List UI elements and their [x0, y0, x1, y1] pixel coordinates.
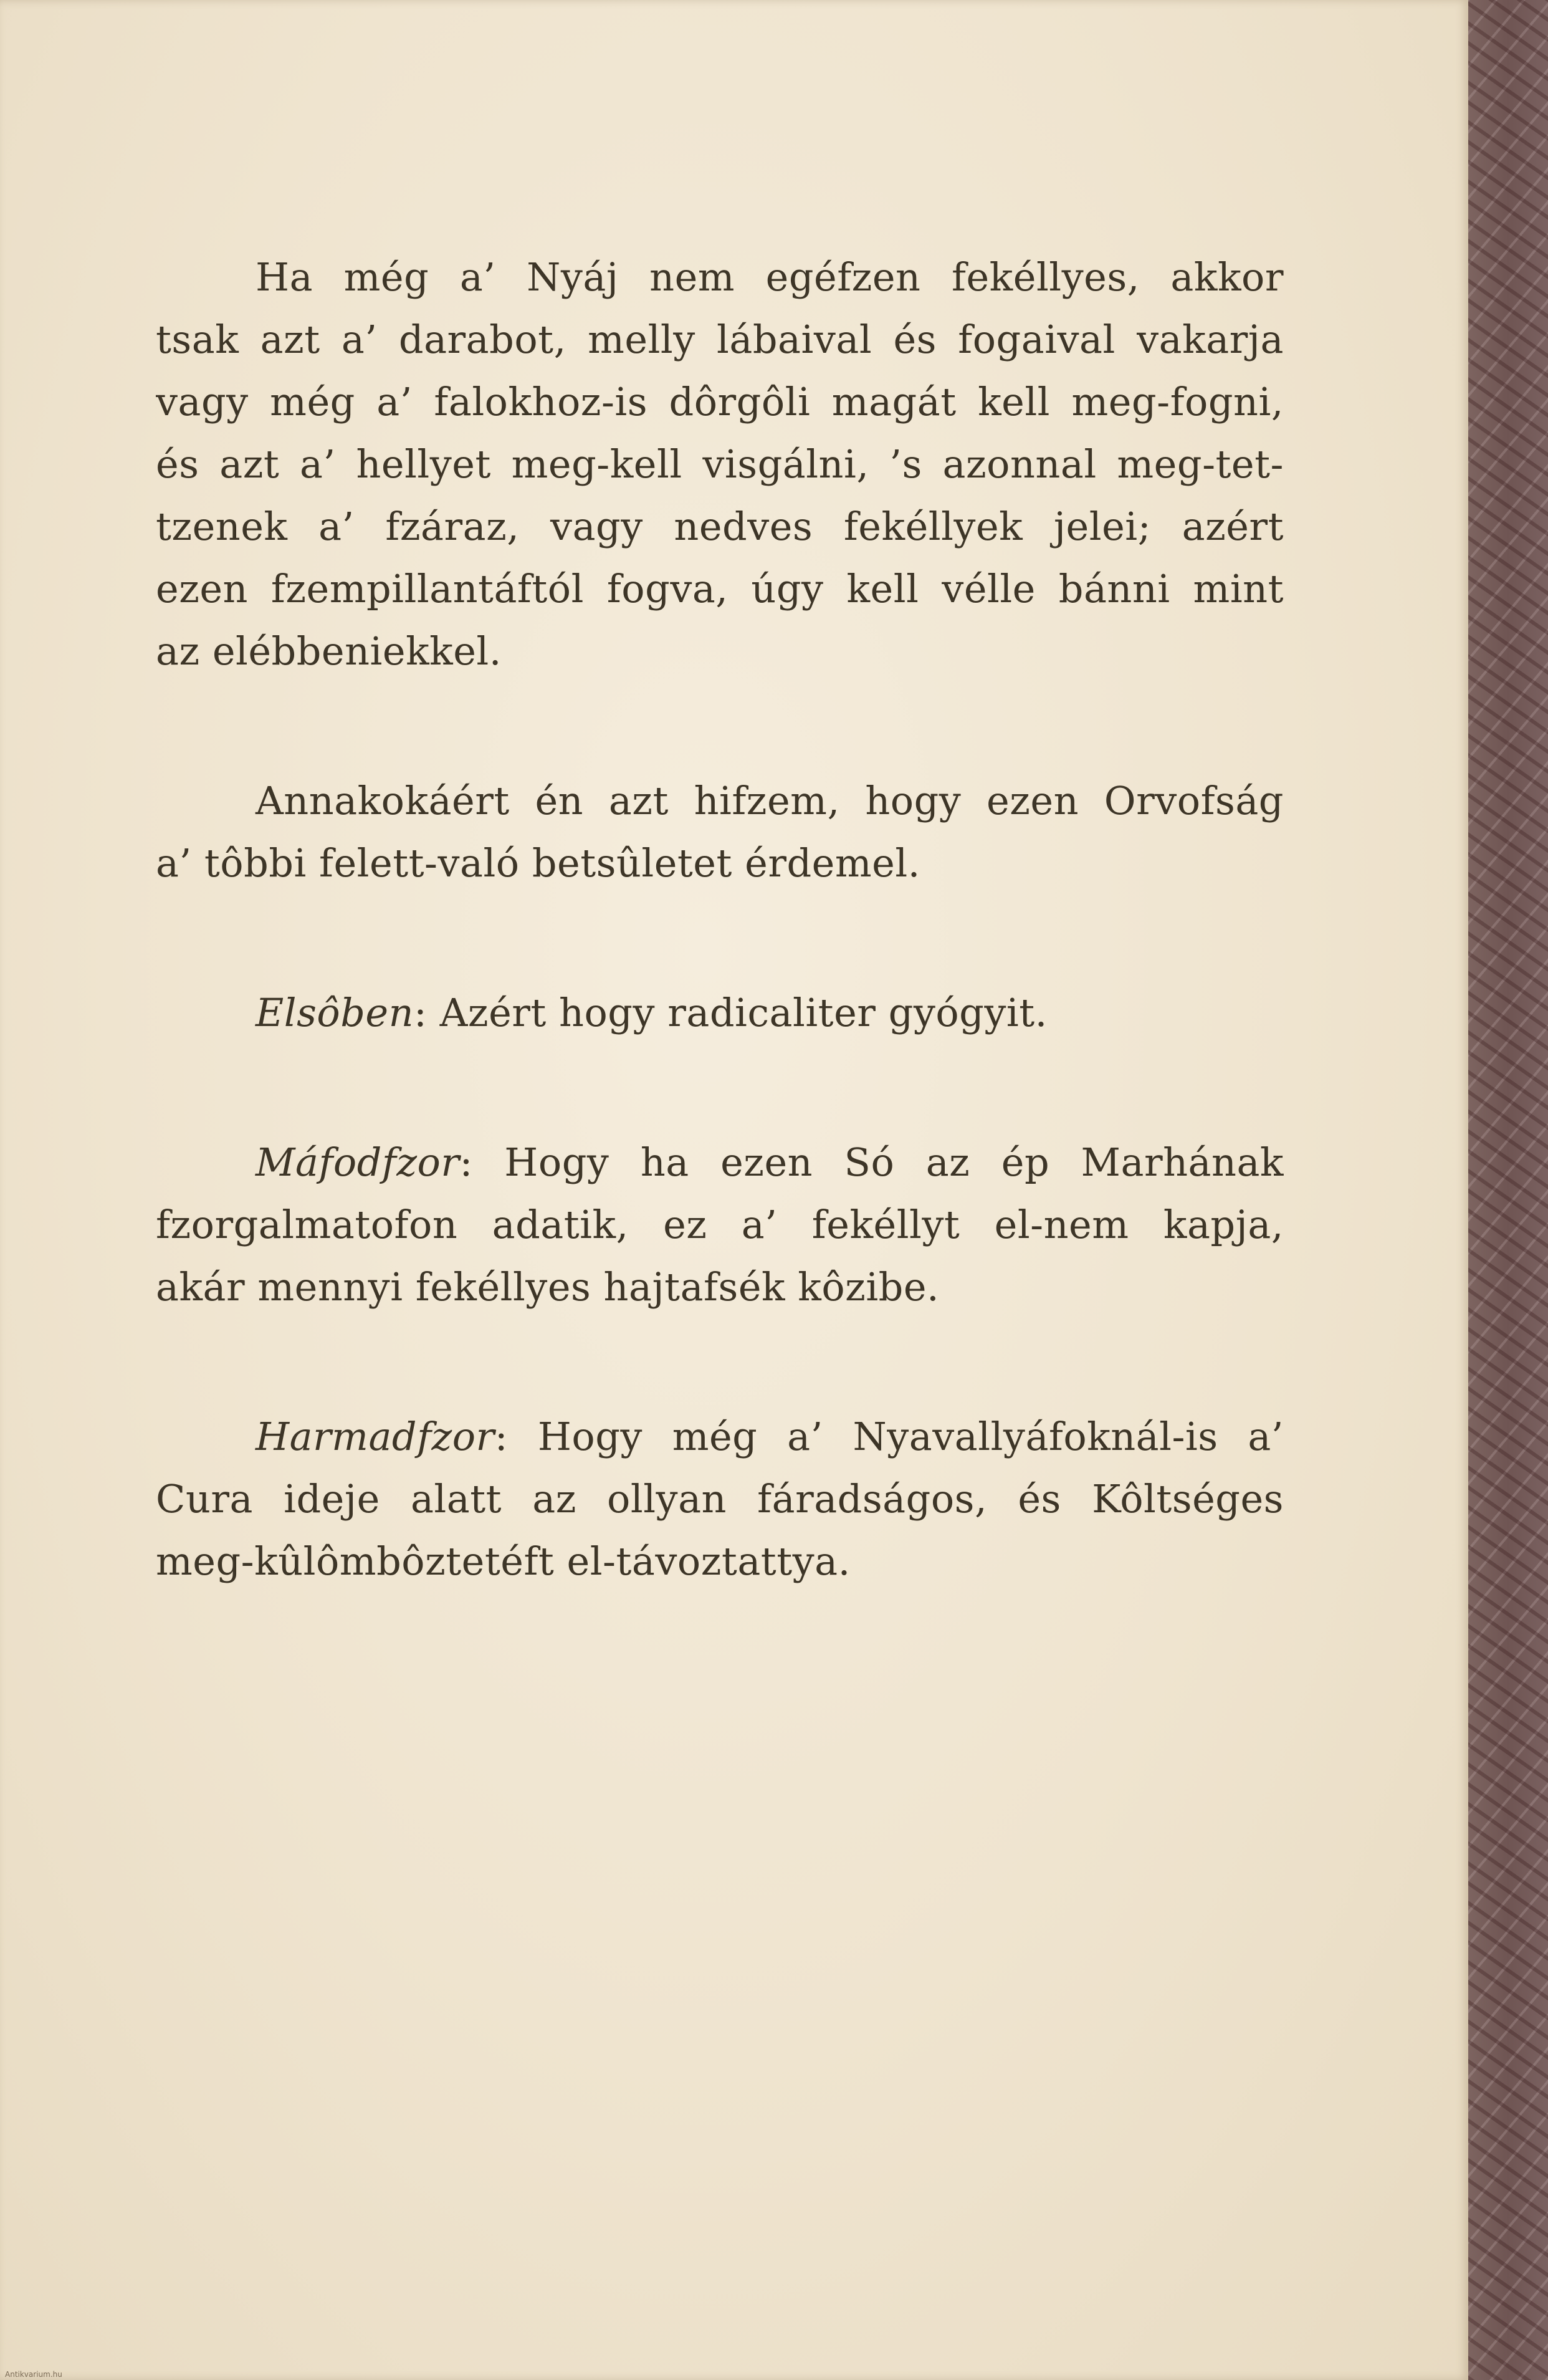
- text-line: Ha még a’ Nyáj nem egéfzen fekéllyes, akkor: [256, 254, 1284, 300]
- lead-word: Elsôben: [256, 990, 414, 1035]
- lead-word: Harmadfzor: [256, 1414, 495, 1459]
- text-line: és azt a’ hellyet meg-kell visgálni, ’s azonnal meg-tet-: [156, 441, 1284, 487]
- watermark: Antikvarium.hu: [5, 2370, 62, 2379]
- line-rest: : Hogy ha ezen Só az ép Marhának: [459, 1140, 1284, 1185]
- text-block: [156, 246, 1284, 1680]
- text-line: fzorgalmatofon adatik, ez a’ fekéllyt el-nem kapja,: [156, 1202, 1284, 1247]
- text-line: Cura ideje alatt az ollyan fáradságos, és Kôltséges: [156, 1476, 1284, 1522]
- paragraph-4: [156, 1131, 1284, 1318]
- paragraph-2: [156, 770, 1284, 895]
- text-line: [156, 982, 1284, 1044]
- text-line: [156, 1131, 1284, 1194]
- book-edge: [1468, 0, 1548, 2380]
- text-line: akár mennyi fekéllyes hajtafsék kôzibe.: [156, 1264, 940, 1310]
- lead-word: Máfodfzor: [256, 1140, 460, 1185]
- text-line: Annakokáért én azt hifzem, hogy ezen Orvofság: [256, 778, 1284, 823]
- text-line: vagy még a’ falokhoz-is dôrgôli magát kell meg-fogni,: [156, 379, 1284, 425]
- text-line: meg-kûlômbôztetéft el-távoztattya.: [156, 1538, 851, 1584]
- text-line: [156, 1406, 1284, 1468]
- line-rest: : Hogy még a’ Nyavallyáfoknál-is a’: [494, 1414, 1284, 1459]
- line-rest: : Azért hogy radicaliter gyógyit.: [414, 990, 1048, 1035]
- text-line: a’ tôbbi felett-való betsûletet érdemel.: [156, 840, 920, 886]
- text-line: tzenek a’ fzáraz, vagy nedves fekéllyek jelei; azért: [156, 504, 1284, 549]
- paragraph-5: [156, 1406, 1284, 1593]
- text-line: tsak azt a’ darabot, melly lábaival és fogaival vakarja: [156, 317, 1284, 362]
- paragraph-1: [156, 246, 1284, 683]
- text-line: ezen fzempillantáftól fogva, úgy kell vélle bánni mint: [156, 566, 1284, 612]
- paragraph-3: [156, 982, 1284, 1044]
- text-line: az elébbeniekkel.: [156, 628, 502, 674]
